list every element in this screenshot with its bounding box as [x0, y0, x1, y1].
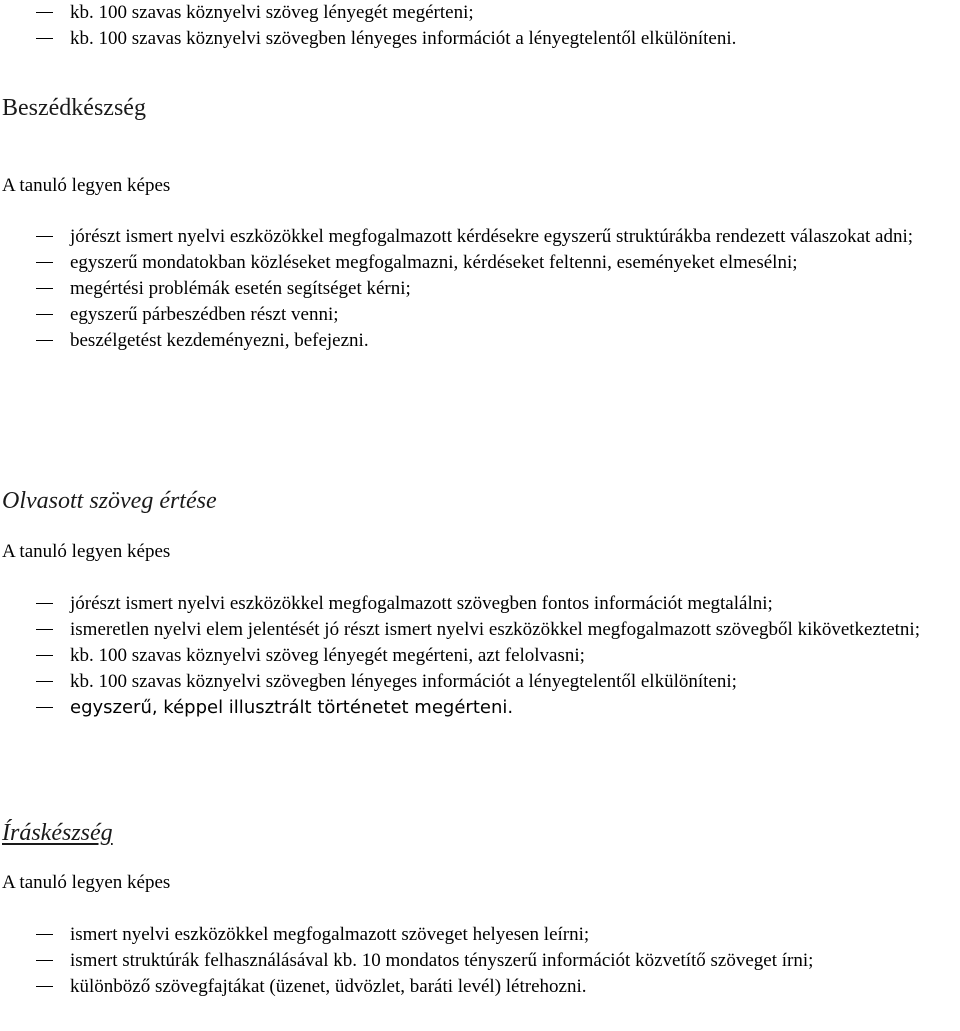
list-item — [0, 591, 958, 617]
list-item-text: kb. 100 szavas köznyelvi szöveg lényegét megérteni, azt felolvasni; — [70, 645, 585, 666]
dash-bullet — [36, 934, 53, 935]
dash-bullet — [36, 12, 53, 13]
dash-bullet — [36, 340, 53, 341]
top-list-block — [0, 0, 958, 52]
list-item — [0, 328, 958, 354]
list-item-text: megértési problémák esetén segítséget kérni; — [70, 278, 411, 299]
list-item-text: kb. 100 szavas köznyelvi szöveg lényegét megérteni; — [70, 2, 474, 23]
section-heading-writing: Íráskészség — [2, 820, 113, 846]
section-intro-writing: A tanuló legyen képes — [2, 872, 171, 893]
list-item — [0, 922, 958, 948]
dash-bullet — [36, 262, 53, 263]
list-item-text: egyszerű párbeszédben részt venni; — [70, 304, 339, 325]
dash-bullet — [36, 38, 53, 39]
writing-list-block — [0, 922, 958, 1000]
list-item — [0, 643, 958, 669]
list-item — [0, 695, 958, 721]
reading-list-block — [0, 591, 958, 721]
list-item-text: egyszerű mondatokban közléseket megfogalmazni, kérdéseket feltenni, eseményeket elmesélni; — [70, 252, 798, 273]
list-item — [0, 974, 958, 1000]
list-item-text: egyszerű, képpel illusztrált történetet megérteni. — [70, 697, 514, 718]
list-item — [0, 0, 958, 26]
dash-bullet — [36, 603, 53, 604]
dash-bullet — [36, 707, 53, 708]
list-item-text: beszélgetést kezdeményezni, befejezni. — [70, 330, 369, 351]
reading-list — [0, 591, 958, 721]
dash-bullet — [36, 681, 53, 682]
dash-bullet — [36, 986, 53, 987]
dash-bullet — [36, 236, 53, 237]
list-item — [0, 948, 958, 974]
list-item-text: kb. 100 szavas köznyelvi szövegben lényeges információt a lényegtelentől elkülöníteni; — [70, 671, 737, 692]
dash-bullet — [36, 655, 53, 656]
list-item-text: különböző szövegfajtákat (üzenet, üdvözlet, baráti levél) létrehozni. — [70, 976, 587, 997]
list-item-text: kb. 100 szavas köznyelvi szövegben lényeges információt a lényegtelentől elkülöníteni. — [70, 28, 737, 49]
dash-bullet — [36, 288, 53, 289]
dash-bullet — [36, 314, 53, 315]
writing-list — [0, 922, 958, 1000]
list-item — [0, 26, 958, 52]
section-heading-speaking: Beszédkészség — [2, 95, 146, 121]
top-list — [0, 0, 958, 52]
dash-bullet — [36, 629, 53, 630]
dash-bullet — [36, 960, 53, 961]
list-item-text: ismert nyelvi eszközökkel megfogalmazott szöveget helyesen leírni; — [70, 924, 590, 945]
speaking-list-block — [0, 224, 958, 354]
speaking-list — [0, 224, 958, 354]
list-item — [0, 617, 958, 643]
section-intro-reading: A tanuló legyen képes — [2, 541, 171, 562]
list-item-text: jórészt ismert nyelvi eszközökkel megfogalmazott kérdésekre egyszerű struktúrákba rendezett válaszokat adni; — [70, 226, 914, 247]
list-item — [0, 669, 958, 695]
section-intro-speaking: A tanuló legyen képes — [2, 175, 171, 196]
list-item-text: jórészt ismert nyelvi eszközökkel megfogalmazott szövegben fontos információt megtalálni; — [70, 593, 773, 614]
list-item — [0, 250, 958, 276]
list-item-text: ismert struktúrák felhasználásával kb. 10 mondatos tényszerű információt közvetítő szöveget írni; — [70, 950, 814, 971]
list-item — [0, 224, 958, 250]
section-heading-reading: Olvasott szöveg értése — [2, 488, 217, 514]
list-item-text: ismeretlen nyelvi elem jelentését jó részt ismert nyelvi eszközökkel megfogalmazott szövegből kikövetkeztetni; — [70, 619, 920, 640]
list-item — [0, 276, 958, 302]
list-item — [0, 302, 958, 328]
